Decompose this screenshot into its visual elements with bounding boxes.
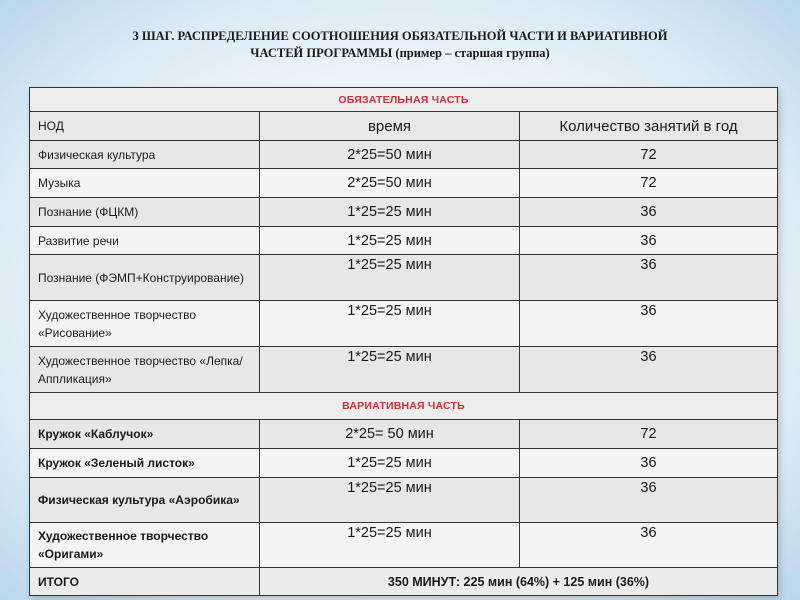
row-subject: Художественное творчество «Оригами» [30,523,260,568]
row-time: 1*25=25 мин [260,227,520,255]
row-subject: Познание (ФЭМП+Конструирование) [30,255,260,301]
table-row [30,198,778,227]
row-subject: Кружок «Каблучок» [30,420,260,449]
table-row [30,255,778,301]
row-count: 72 [520,420,778,449]
row-time: 1*25=25 мин [260,198,520,227]
row-time: 2*25= 50 мин [260,420,520,449]
program-table-container [29,87,777,596]
row-subject: Познание (ФЦКМ) [30,198,260,227]
row-subject: Развитие речи [30,227,260,255]
column-header-time: время [260,112,520,141]
table-row [30,227,778,255]
row-time: 1*25=25 мин [260,523,520,568]
variable-section-title: ВАРИАТИВНАЯ ЧАСТЬ [30,393,778,420]
row-subject: Музыка [30,169,260,198]
row-count: 36 [520,255,778,301]
row-count: 36 [520,478,778,523]
mandatory-section-title: ОБЯЗАТЕЛЬНАЯ ЧАСТЬ [30,88,778,112]
table-row [30,169,778,198]
row-subject: Художественное творчество «Рисование» [30,301,260,347]
table-row [30,347,778,393]
row-time: 1*25=25 мин [260,347,520,393]
row-count: 36 [520,347,778,393]
title-line-1: 3 ШАГ. РАСПРЕДЕЛЕНИЕ СООТНОШЕНИЯ ОБЯЗАТЕЛЬНОЙ ЧАСТИ И ВАРИАТИВНОЙ [132,29,668,43]
row-subject: Физическая культура [30,141,260,169]
row-count: 36 [520,301,778,347]
row-count: 36 [520,523,778,568]
row-count: 72 [520,141,778,169]
program-table [29,87,778,596]
column-header-count: Количество занятий в год [520,112,778,141]
row-subject: Художественное творчество «Лепка/Аппликация» [30,347,260,393]
table-row [30,301,778,347]
title-line-2: ЧАСТЕЙ ПРОГРАММЫ (пример – старшая группа) [250,46,550,60]
table-row [30,478,778,523]
row-count: 36 [520,198,778,227]
row-subject: Физическая культура «Аэробика» [30,478,260,523]
total-row [30,568,778,596]
table-row [30,449,778,478]
row-count: 36 [520,227,778,255]
page-title [40,28,760,62]
table-row [30,420,778,449]
row-time: 1*25=25 мин [260,449,520,478]
row-count: 36 [520,449,778,478]
row-time: 2*25=50 мин [260,141,520,169]
row-subject: Кружок «Зеленый листок» [30,449,260,478]
variable-section-header [30,393,778,420]
column-header-row [30,112,778,141]
total-label: ИТОГО [30,568,260,596]
row-count: 72 [520,169,778,198]
row-time: 1*25=25 мин [260,255,520,301]
table-row [30,523,778,568]
row-time: 2*25=50 мин [260,169,520,198]
mandatory-section-header [30,88,778,112]
total-value: 350 МИНУТ: 225 мин (64%) + 125 мин (36%) [260,568,778,596]
column-header-nod: НОД [30,112,260,141]
row-time: 1*25=25 мин [260,301,520,347]
row-time: 1*25=25 мин [260,478,520,523]
table-row [30,141,778,169]
